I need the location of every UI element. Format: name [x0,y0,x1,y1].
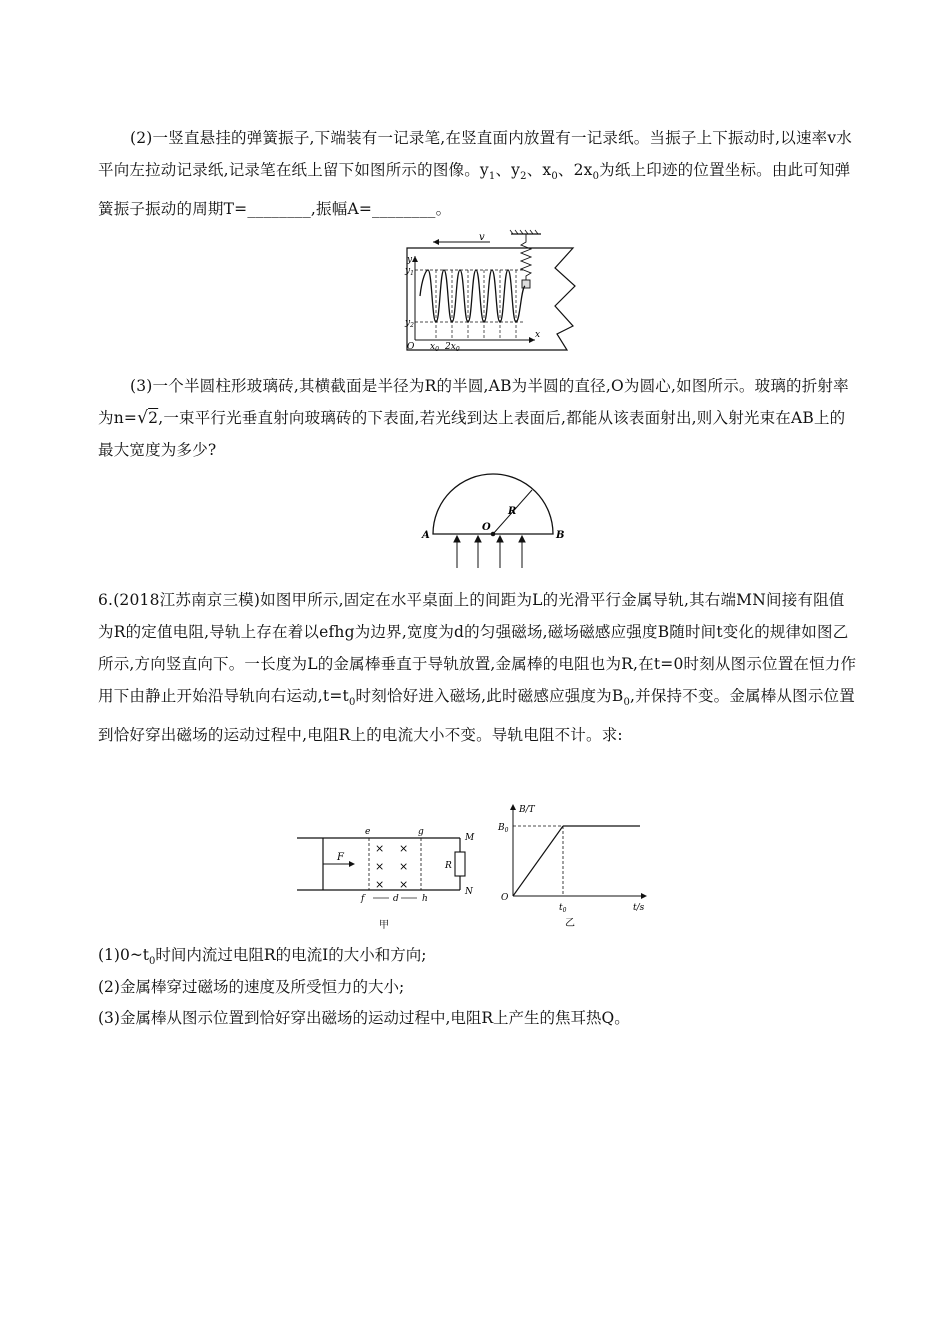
svg-text:×: × [375,878,385,891]
fig-label-O: O [482,522,491,533]
graph-xlabel: t/s [633,903,645,913]
fig-label-O: O [407,342,415,352]
graph-label-t0: t [559,903,563,913]
fig-label-F: F [337,852,344,863]
svg-text:t0: $t_0$ [559,903,567,914]
graph-label-B0: B [498,823,505,833]
semicircle [433,474,553,534]
svg-text:×: × [399,860,409,873]
fig-label-N: N [465,887,473,897]
spring [521,234,531,280]
graph-ylabel: B/T [519,805,535,815]
fig-label-y2: y [405,318,411,328]
svg-text:y1: $y_1$ [405,266,414,277]
fig-label-e: e [365,827,371,837]
svg-text:2x0: $2x_0$ [445,342,460,353]
fig-label-y: y [407,255,413,265]
semicircle-glass-figure [418,470,568,572]
sqrt-symbol: √ [137,408,149,428]
incident-light-arrows [454,536,525,568]
sub-question-2: (2)金属棒穿过磁场的速度及所受恒力的大小; [98,978,405,996]
svg-text:×: × [375,842,385,855]
resistor [455,852,465,876]
fig-label-y1: y [405,266,411,276]
fig-label-v: v [479,232,485,243]
fig-label-x0: x [430,342,436,352]
rail-circuit-figure [295,824,480,936]
caption-yi: 乙 [565,918,575,929]
sub-question-1: $(1)0\sim t_0$时间内流过电阻R的电流I的大小和方向; [98,946,427,968]
q6-text: 6.(2018江苏南京三模)如图甲所示,固定在水平桌面上的间距为L的光滑平行金属导轨,其右端MN间接有阻值为R的定值电阻,导轨上存在着以efhg为边界,宽度为d的匀强磁场,磁场磁感应强度B随时间t变化的规律如图乙所示,方向竖直向下。一长度为L的金属棒垂直于导轨放置,金属棒的电阻也为R,在t=0时刻从图示位置在恒力作用下由静止开始沿导轨向右运动$,t=t_0$时刻恰好进入磁场,此时磁感应强度为$B_0$,并保持不变。金属棒从图示位置到恰好穿出磁场的运动过程中,电阻R上的电流大小不变。导轨电阻不计。求: [98,591,857,745]
fig-label-d: d [393,894,399,904]
q5-2-text: (2)一竖直悬挂的弹簧振子,下端装有一记录笔,在竖直面内放置有一记录纸。当振子上下振动时,以速率v水平向左拉动记录纸,记录笔在纸上留下如图所示的图像。$y_1$、$y_2$、$x_0$、$2x_0$为纸上印迹的位置坐标。由此可知弹簧振子振动的周期T=________,振幅A=________。 [98,129,852,219]
svg-text:x0: $x_0$ [430,342,439,353]
fig-label-R: R [508,506,517,517]
sub-question-3: (3)金属棒从图示位置到恰好穿出磁场的运动过程中,电阻R上产生的焦耳热Q。 [98,1009,630,1027]
oscillator-block [522,280,530,288]
spring-oscillator-figure [395,228,580,354]
fig-label-g: g [418,827,424,837]
fig-label-h: h [422,894,428,904]
ramp-line [513,826,563,896]
b-t-graph-figure [495,800,655,930]
fig-label-R: R [445,861,452,871]
fig-label-x: x [535,330,541,340]
fig-label-f: f [361,894,365,904]
field-crosses [375,842,408,891]
q5-3-text: (3)一个半圆柱形玻璃砖,其横截面是半径为R的半圆,AB为半圆的直径,O为圆心,如图所示。玻璃的折射率为n=√2,一束平行光垂直射向玻璃砖的下表面,若光线到达上表面后,都能从该表面射出,则入射光束在AB上的最大宽度为多少? [98,377,849,459]
svg-text:×: × [399,842,409,855]
fig-label-M: M [465,833,475,843]
caption-jia: 甲 [379,920,389,931]
fig-label-A: A [422,530,430,541]
fig-label-2x0: 2x [445,342,456,352]
graph-label-O: O [501,893,509,903]
fig-label-B: B [556,530,565,541]
svg-text:×: × [375,860,385,873]
svg-text:y2: $y_2$ [405,318,414,329]
svg-text:×: × [399,878,409,891]
svg-text:B0: $B_0$ [498,823,509,834]
